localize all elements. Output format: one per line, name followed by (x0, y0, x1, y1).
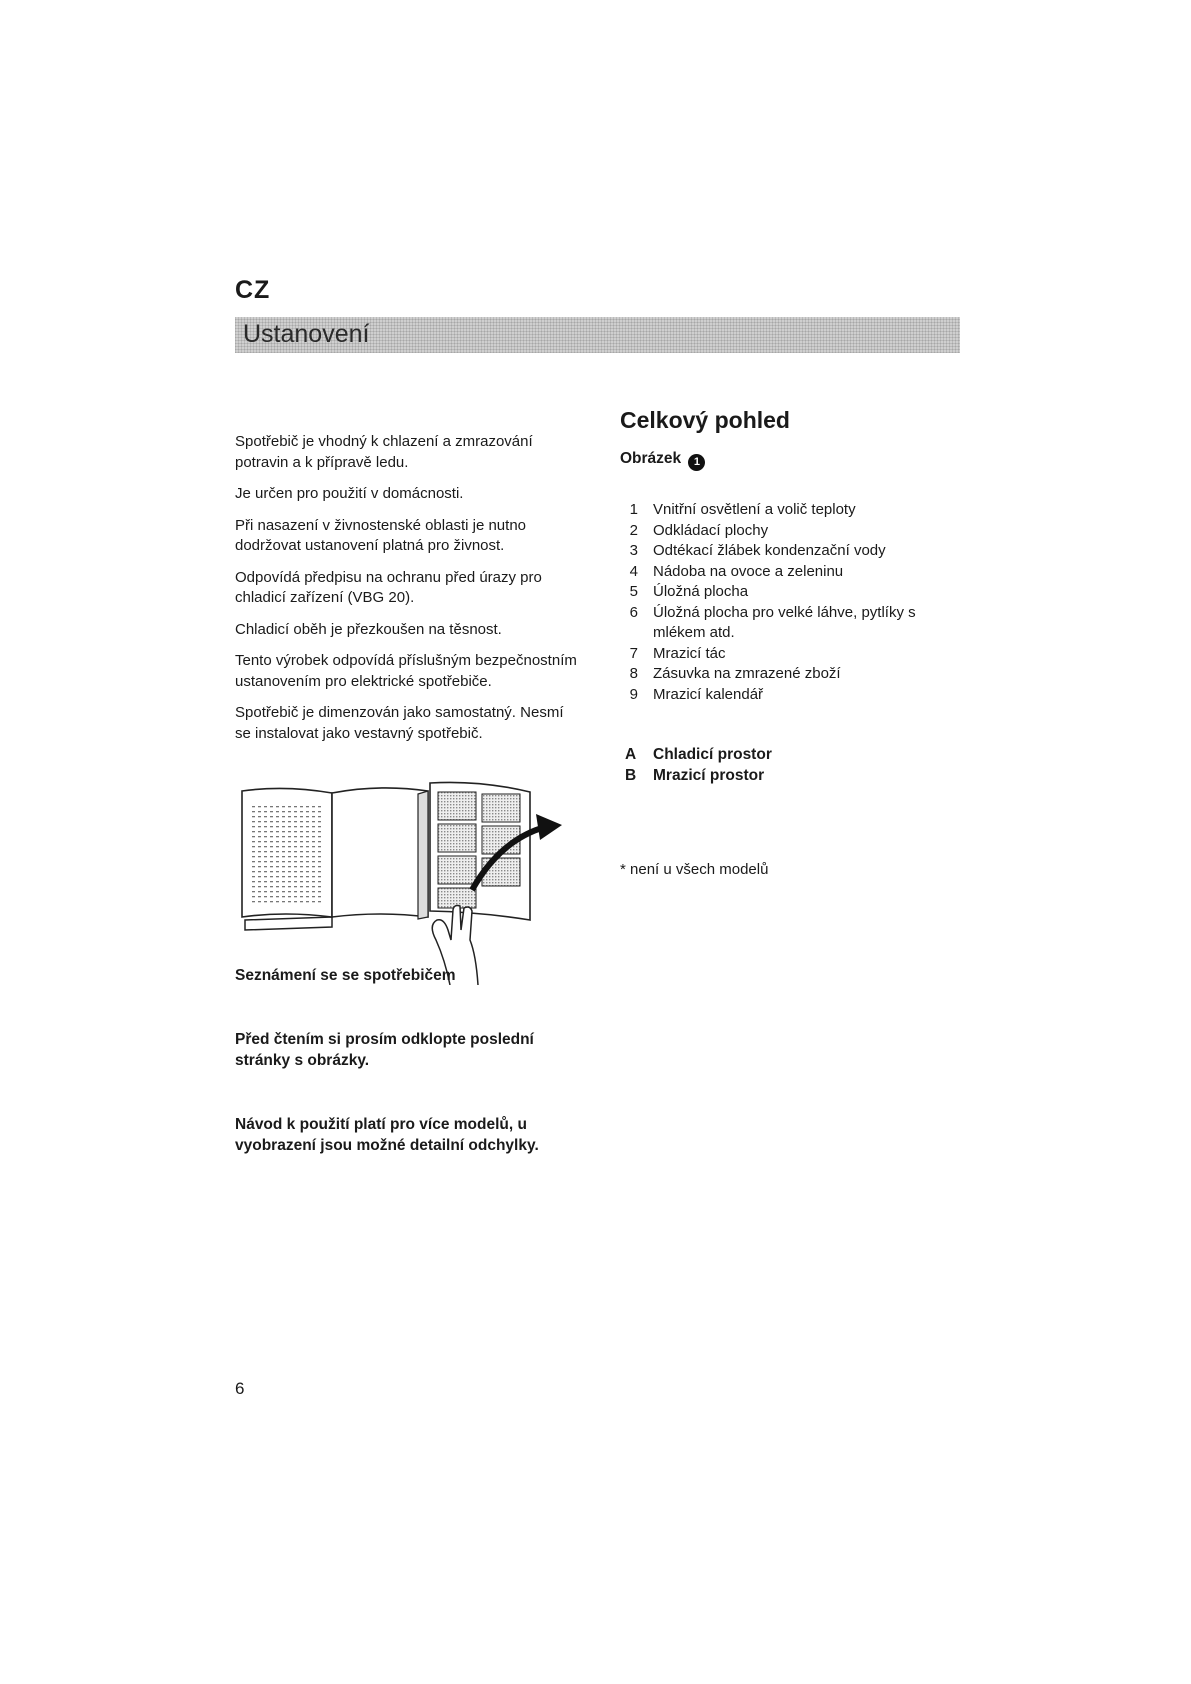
paragraph: Odpovídá předpisu na ochranu před úrazy pro chladicí zařízení (VBG 20). (235, 568, 542, 606)
list-item (620, 562, 960, 583)
item-text: Odtékací žlábek kondenzační vody (653, 542, 886, 559)
item-number: 1 (629, 501, 638, 518)
list-item (620, 644, 960, 665)
paragraph: Chladicí oběh je přezkoušen na těsnost. (235, 620, 502, 638)
item-number: 3 (629, 542, 638, 559)
item-number: 7 (629, 644, 638, 662)
item-text: Mrazicí kalendář (653, 685, 764, 703)
list-item (625, 745, 772, 766)
paragraph: Spotřebič je dimenzován jako samostatný. Nesmí se instalovat jako vestavný spotřebič. (235, 704, 564, 742)
list-item (620, 521, 960, 542)
figure-label: Obrázek (620, 450, 682, 467)
page-number: 6 (235, 1379, 245, 1398)
overview-heading: Celkový pohled (620, 407, 790, 433)
footnote: * není u všech modelů (620, 861, 769, 878)
list-item (620, 541, 960, 562)
list-item (620, 500, 960, 521)
item-number: 9 (629, 685, 638, 703)
paragraph: Je určen pro použití v domácnosti. (235, 485, 464, 502)
booklet-illustration (240, 780, 570, 985)
zones-list (625, 745, 772, 786)
item-number: 8 (629, 665, 638, 682)
item-number: 4 (629, 562, 638, 580)
item-number: 2 (629, 521, 638, 539)
list-item (620, 603, 960, 644)
item-text: Nádoba na ovoce a zeleninu (653, 562, 844, 580)
section-title: Ustanovení (243, 320, 370, 348)
models-notice: Návod k použití platí pro více modelů, u vyobrazení jsou možné detailní odchylky. (235, 1116, 539, 1154)
paragraph: Tento výrobek odpovídá příslušným bezpečnostním ustanovením pro elektrické spotřebiče. (235, 652, 577, 690)
item-text: Zásuvka na zmrazené zboží (653, 665, 841, 682)
figure-caption: Seznámení se se spotřebičem (235, 967, 456, 984)
paragraph: Spotřebič je vhodný k chlazení a zmrazování potravin a k přípravě ledu. (235, 433, 533, 471)
intro-text (235, 432, 580, 755)
reading-notice: Před čtením si prosím odklopte poslední stránky s obrázky. (235, 1031, 534, 1069)
zone-text: Chladicí prostor (653, 746, 772, 763)
list-item (625, 766, 772, 787)
list-item (620, 664, 960, 685)
language-code: CZ (235, 276, 271, 304)
zone-key: B (625, 766, 637, 784)
item-number: 6 (629, 603, 638, 621)
zone-key: A (625, 746, 637, 763)
zone-text: Mrazicí prostor (653, 766, 765, 784)
section-banner (235, 317, 960, 353)
paragraph: Při nasazení v živnostenské oblasti je nutno dodržovat ustanovení platná pro živnost. (235, 516, 526, 554)
figure-reference (620, 450, 705, 471)
item-text: Úložná plocha (653, 583, 749, 600)
item-text: Mrazicí tác (653, 644, 726, 662)
item-number: 5 (629, 583, 638, 600)
item-text: Úložná plocha pro velké láhve, pytlíky s mlékem atd. (653, 603, 916, 641)
parts-list (620, 500, 960, 705)
list-item (620, 685, 960, 706)
figure-number-badge: 1 (688, 454, 705, 471)
item-text: Odkládací plochy (653, 521, 769, 539)
item-text: Vnitřní osvětlení a volič teploty (653, 501, 856, 518)
list-item (620, 582, 960, 603)
